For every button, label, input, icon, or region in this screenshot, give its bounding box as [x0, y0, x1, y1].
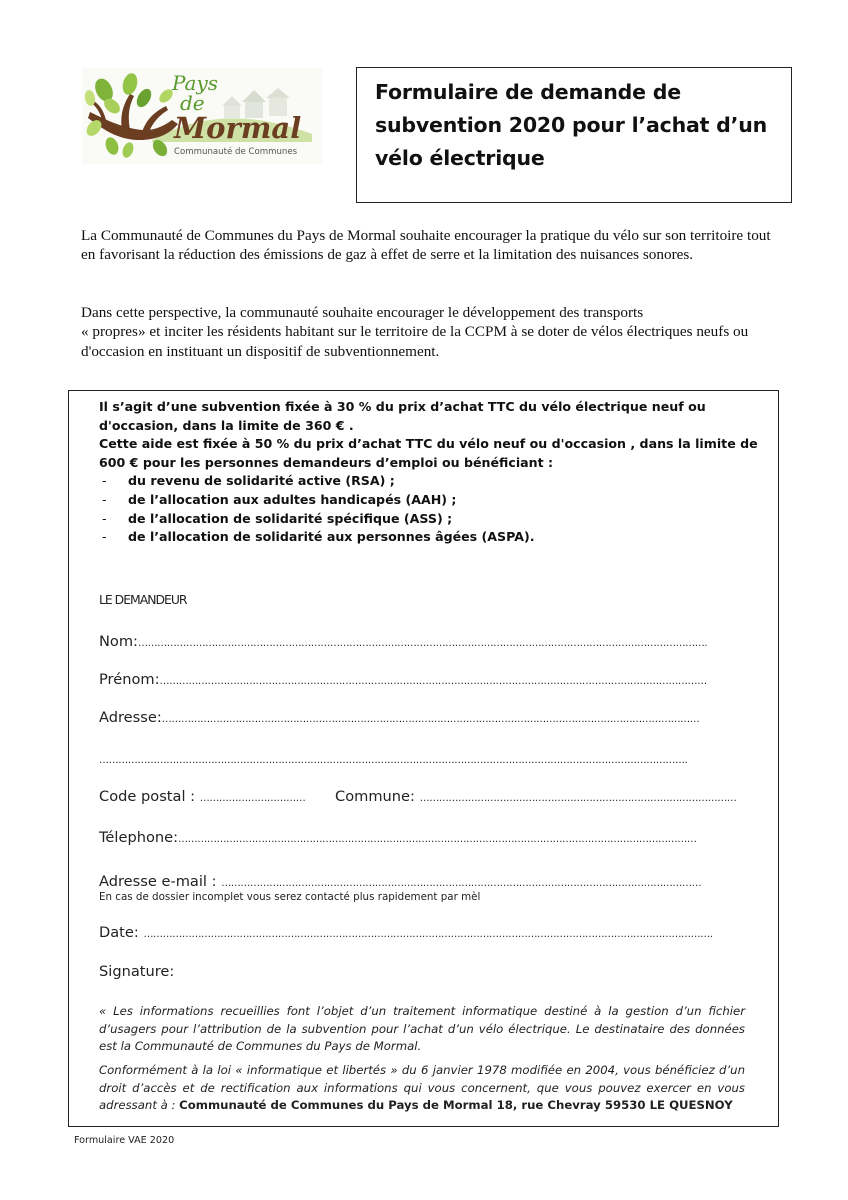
signature-field[interactable] [99, 963, 174, 981]
logo-text-subtitle: Communauté de Communes [174, 147, 298, 157]
legal-notice-2 [99, 1062, 745, 1115]
signature-label: Signature: [99, 963, 175, 980]
adresse-line-2-dots: …………………………………………………………………………………………………………………………………………………………………. [99, 755, 688, 766]
list-item-text: de l’allocation de solidarité spécifique (ASS) ; [128, 510, 453, 526]
list-bullet: - [102, 473, 107, 489]
code-postal-label: Code postal : [99, 788, 196, 805]
commune-dots: ……………………………………………………………………………………… [419, 793, 737, 804]
logo [82, 68, 322, 164]
legal-address: Communauté de Communes du Pays de Mormal 18, rue Chevray 59530 LE QUESNOY [179, 1098, 733, 1112]
email-field[interactable] [99, 873, 701, 893]
logo-text-de: de [180, 91, 205, 115]
adresse-line-2-field[interactable] [99, 750, 687, 770]
telephone-label: Télephone: [99, 829, 179, 846]
intro-paragraph-2 [81, 303, 781, 361]
list-item [99, 491, 764, 510]
nom-dots: ……………………………………………………………………………………………………………………………………………………………. [137, 638, 708, 649]
conditions-block [99, 398, 764, 547]
code-postal-dots: …………………………… [199, 793, 306, 804]
telephone-field[interactable] [99, 829, 696, 849]
adresse-field[interactable] [99, 709, 699, 729]
adresse-dots: …………………………………………………………………………………………………………………………………………………… [161, 714, 700, 725]
list-item [99, 510, 764, 529]
list-item-text: de l’allocation aux adultes handicapés (AAH) ; [128, 491, 457, 507]
intro-paragraph-2-line-2: « propres» et inciter les résidents habitant sur le territoire de la CCPM à se doter de vélos électriques neufs ou d'occasion en instituant un dispositif de subventionnement. [81, 323, 749, 360]
list-bullet: - [102, 529, 107, 545]
conditions-paragraph-2: Cette aide est fixée à 50 % du prix d’achat TTC du vélo neuf ou d'occasion , dans la limite de 600 € pour les personnes demandeurs d’emploi ou bénéficiant : [99, 436, 758, 470]
list-bullet: - [102, 510, 107, 526]
date-label: Date: [99, 924, 139, 941]
email-note: En cas de dossier incomplet vous serez contacté plus rapidement par mèl [99, 891, 481, 903]
adresse-label: Adresse: [99, 709, 162, 726]
date-field[interactable] [99, 924, 713, 944]
footer: Formulaire VAE 2020 [74, 1135, 175, 1146]
code-postal-field[interactable] [99, 788, 305, 808]
prenom-label: Prénom: [99, 671, 160, 688]
logo-text-pays: Pays [172, 71, 219, 95]
email-label: Adresse e-mail : [99, 873, 217, 890]
commune-label: Commune: [335, 788, 415, 805]
form-box [68, 390, 779, 1127]
logo-text-mormal: Mormal [174, 111, 302, 145]
conditions-paragraph-1: Il s’agit d’une subvention fixée à 30 % du prix d’achat TTC du vélo électrique neuf ou d'occasion, dans la limite de 360 € . [99, 399, 706, 433]
list-item-text: du revenu de solidarité active (RSA) ; [128, 473, 395, 489]
list-item-text: de l’allocation de solidarité aux personnes âgées (ASPA). [128, 529, 535, 545]
legal-notice-1: « Les informations recueillies font l’objet d’un traitement informatique destiné à la gestion d’un fichier d’usagers pour l’attribution de la subvention pour l’achat d’un vélo électrique. Le destinataire des données est la Communauté de Communes du Pays de Mormal. [99, 1004, 745, 1053]
nom-field[interactable] [99, 633, 707, 653]
beneficiary-list [99, 472, 764, 546]
title-box [356, 67, 792, 203]
intro-paragraph-1: La Communauté de Communes du Pays de Mormal souhaite encourager la pratique du vélo sur son territoire tout en favorisant la réduction des émissions de gaz à effet de serre et la limitation des nuisances sonores. [81, 227, 771, 264]
list-item [99, 528, 764, 547]
document-title: Formulaire de demande de subvention 2020 pour l’achat d’un vélo électrique [375, 80, 767, 170]
date-dots: ……………………………………………………………………………………………………………………………………………………………. [143, 929, 713, 940]
prenom-dots: ……………………………………………………………………………………………………………………………………………………… [159, 676, 707, 687]
list-item [99, 472, 764, 491]
prenom-field[interactable] [99, 671, 707, 691]
list-bullet: - [102, 491, 107, 507]
email-dots: …………………………………………………………………………………………………………………………………… [221, 878, 702, 889]
nom-label: Nom: [99, 633, 138, 650]
applicant-heading: LE DEMANDEUR [99, 592, 187, 607]
intro-paragraph-2-line-1: Dans cette perspective, la communauté souhaite encourager le développement des transports [81, 304, 644, 321]
telephone-dots: ……………………………………………………………………………………………………………………………………………… [178, 834, 697, 845]
legal-notice-2-text: Conformément à la loi « informatique et libertés » du 6 janvier 1978 modifiée en 2004, vous bénéficiez d’un droit d’accès et de rectification aux informations qui vous concernent, que vous pouvez exercer en vous adressant à : [99, 1063, 745, 1112]
commune-field[interactable] [335, 788, 736, 808]
logo-image [82, 68, 322, 164]
